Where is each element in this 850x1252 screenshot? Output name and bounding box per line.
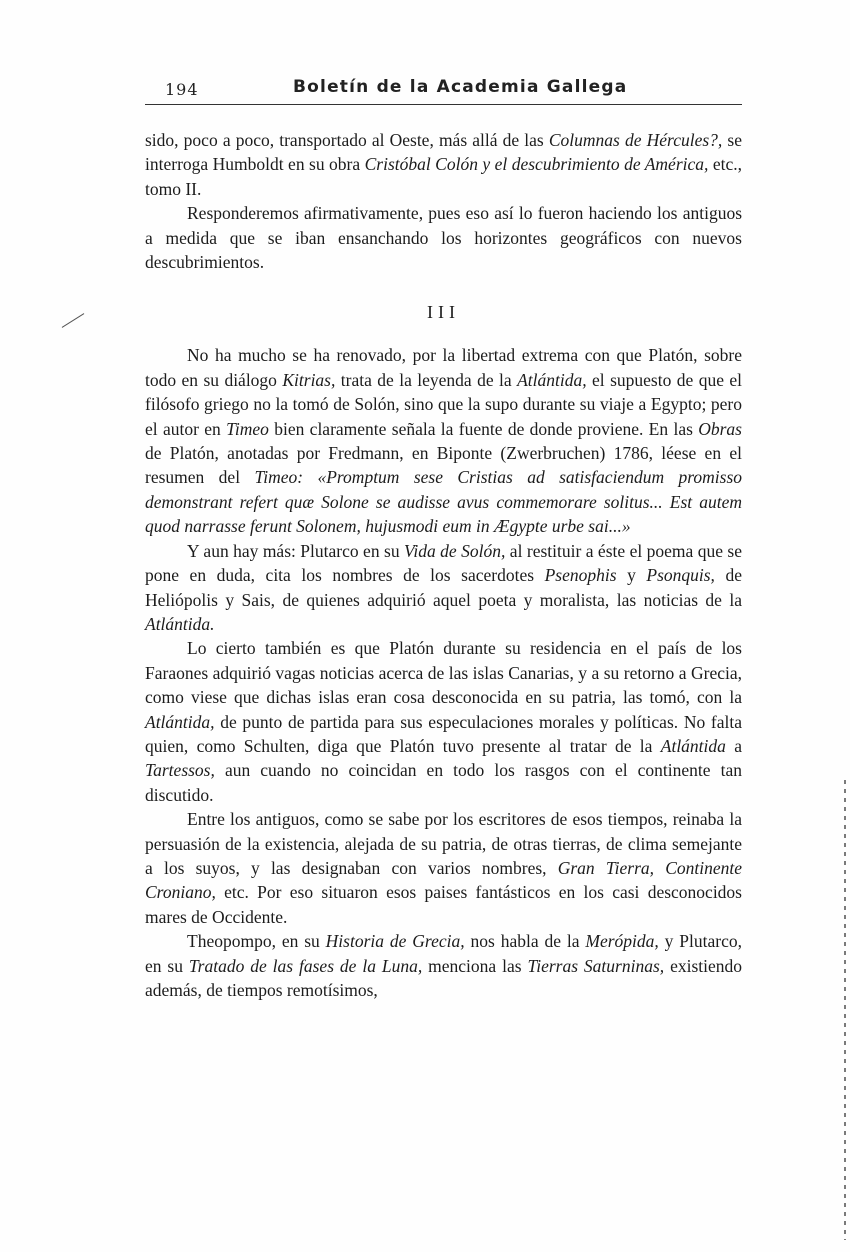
section-heading: III (427, 302, 460, 323)
scan-edge-artifact (844, 780, 846, 1240)
paragraph-4: Y aun hay más: Plutarco en su Vida de Solón, al restituir a éste el poema que se pone en duda, cita los nombres de los sacerdotes Psenophis y Psonquis, de Heliópolis y Sais, de quienes adquirió aquel poeta y moralista, las noticias de la Atlántida. (145, 540, 742, 634)
page-header (145, 74, 742, 105)
page-number: 194 (165, 80, 199, 99)
paragraph-5: Lo cierto también es que Platón durante su residencia en el país de los Faraones adquirió vagas noticias acerca de las islas Canarias, y a su retorno a Grecia, como viese que dichas islas eran cosa desconocida en su patria, las tomó, con la Atlántida, de punto de partida para sus especulaciones morales y políticas. No falta quien, como Schulten, diga que Platón tuvo presente al tratar de la Atlántida a Tartessos, aun cuando no coincidan en todo los rasgos con el continente tan discutido. (145, 638, 742, 805)
running-title: Boletín de la Academia Gallega (293, 77, 628, 97)
paragraph-6: Entre los antiguos, como se sabe por los escritores de esos tiempos, reinaba la persuasión de la existencia, alejada de su patria, de otras tierras, de clima semejante a los suyos, y las designaban con varios nombres, Gran Tierra, Continente Croniano, etc. Por eso situaron esos paises fantásticos en los casi desconocidos mares de Occidente. (145, 809, 742, 927)
paragraph-2: Responderemos afirmativamente, pues eso así lo fueron haciendo los antiguos a medida que se iban ensanchando los horizontes geográficos con nuevos descubrimientos. (145, 203, 742, 273)
body-text (145, 128, 742, 1002)
paragraph-7: Theopompo, en su Historia de Grecia, nos habla de la Merópida, y Plutarco, en su Tratado de las fases de la Luna, menciona las Tierras Saturninas, existiendo además, de tiempos remotísimos, (145, 931, 743, 1000)
paragraph-1: sido, poco a poco, transportado al Oeste, más allá de las Columnas de Hércules?, se interroga Humboldt en su obra Cristóbal Colón y el descubrimiento de América, etc., tomo II. (145, 130, 742, 199)
scan-mark (62, 313, 85, 328)
paragraph-3: No ha mucho se ha renovado, por la libertad extrema con que Platón, sobre todo en su diálogo Kitrias, trata de la leyenda de la Atlántida, el supuesto de que el filósofo griego no la tomó de Solón, sino que la supo durante su viaje a Egypto; pero el autor en Timeo bien claramente señala la fuente de donde proviene. En las Obras de Platón, anotadas por Fredmann, en Biponte (Zwerbruchen) 1786, léese en el resumen del Timeo: «Promptum sese Cristias ad satisfaciendum promisso demonstrant refert quæ Solone se audisse avus commemorare solitus... Est autem quod narrasse ferunt Solonem, hujusmodi eum in Ægypte urbe sai...» (145, 345, 743, 537)
